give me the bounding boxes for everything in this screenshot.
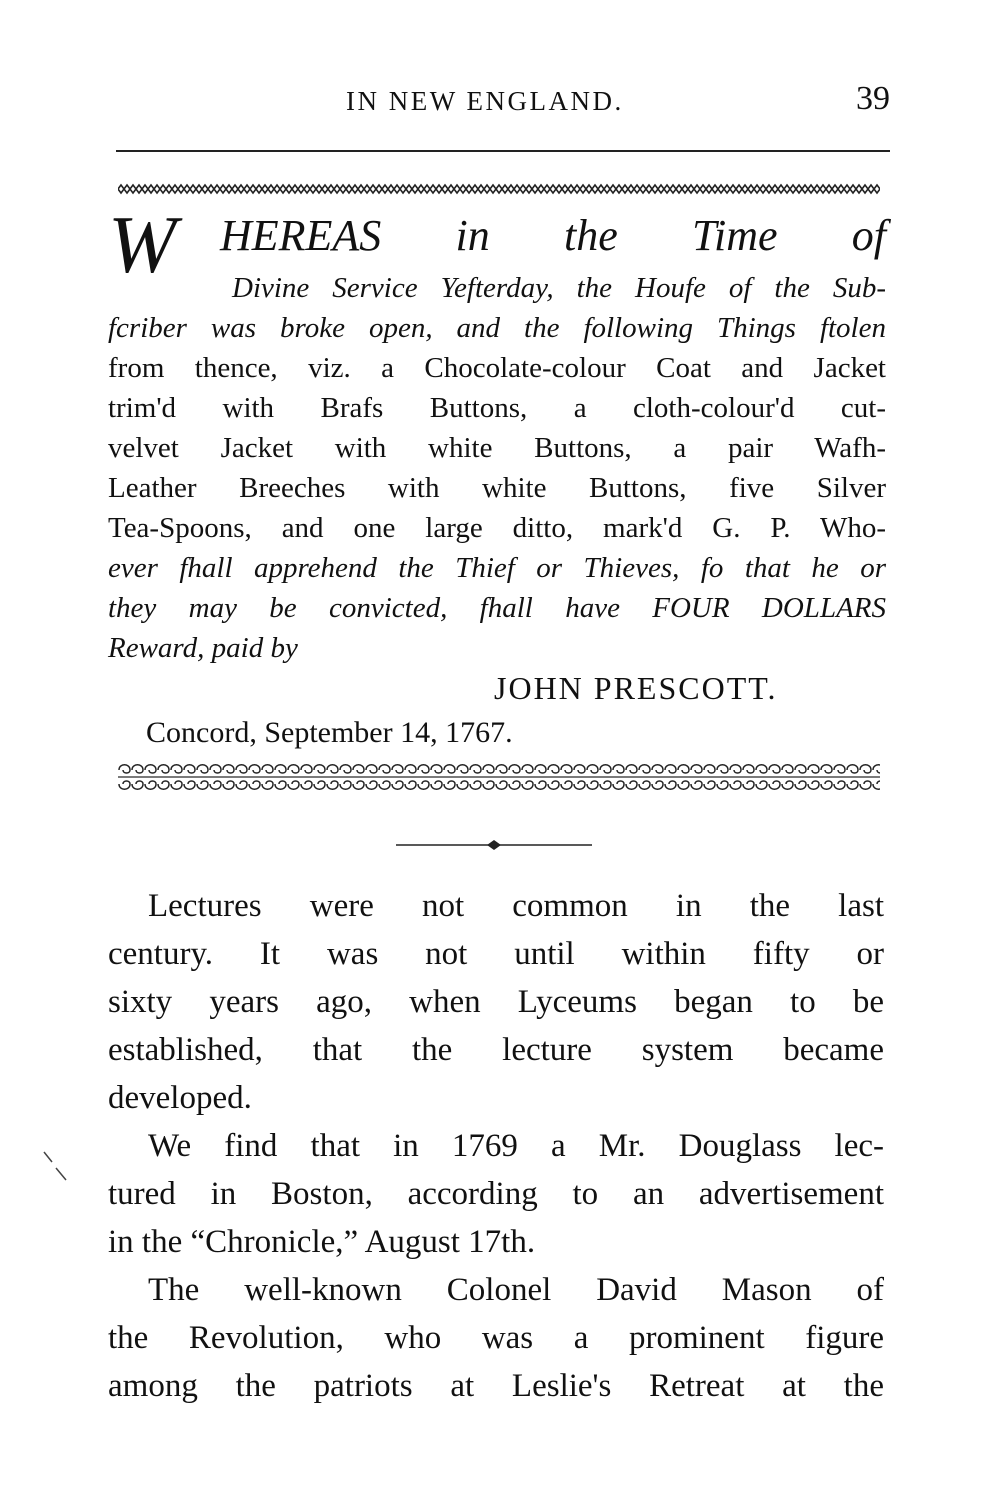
body-line: developed. <box>108 1080 252 1116</box>
drop-cap: W <box>108 199 177 290</box>
ad-line: they may be convicted, fhall have FOUR DOLLARS <box>108 592 886 624</box>
ad-line: Reward, paid by <box>108 632 298 664</box>
body-line: the Revolution, who was a prominent figure <box>108 1320 884 1356</box>
body-line: in the “Chronicle,” August 17th. <box>108 1224 536 1260</box>
page-number: 39 <box>856 80 890 117</box>
ornament-border-bottom <box>118 760 880 794</box>
header-rule <box>116 150 890 152</box>
ad-line: HEREAS in the Time of <box>220 211 886 260</box>
running-head <box>100 80 890 130</box>
body-line: We find that in 1769 a Mr. Douglass lec- <box>148 1128 884 1164</box>
ad-line: from thence, viz. a Chocolate-colour Coat and Jacket <box>108 352 886 384</box>
dateline: Concord, September 14, 1767. <box>146 716 513 749</box>
body-line: The well-known Colonel David Mason of <box>148 1272 884 1308</box>
body-line: among the patriots at Leslie's Retreat at the <box>108 1368 884 1404</box>
ad-line: Tea-Spoons, and one large ditto, mark'd G. P. Who- <box>108 512 886 544</box>
running-title: IN NEW ENGLAND. <box>346 86 624 116</box>
ad-line: Leather Breeches with white Buttons, five Silver <box>108 472 886 504</box>
ad-line: Divine Service Yefterday, the Houfe of the Sub- <box>232 272 886 304</box>
ad-line: trim'd with Brafs Buttons, a cloth-colour'd cut- <box>108 392 886 424</box>
ad-line: ever fhall apprehend the Thief or Thieves, fo that he or <box>108 552 886 584</box>
body-line: Lectures were not common in the last <box>148 888 884 924</box>
body-line: century. It was not until within fifty or <box>108 936 884 972</box>
ad-line: velvet Jacket with white Buttons, a pair Wafh- <box>108 432 886 464</box>
section-divider <box>396 838 592 852</box>
ornament-border-top <box>118 183 880 195</box>
body-line: established, that the lecture system became <box>108 1032 884 1068</box>
ad-line: fcriber was broke open, and the following Things ftolen <box>108 312 886 344</box>
body-line: sixty years ago, when Lyceums began to be <box>108 984 884 1020</box>
body-line: tured in Boston, according to an advertisement <box>108 1176 884 1212</box>
margin-mark <box>34 1140 74 1200</box>
signature: JOHN PRESCOTT. <box>494 670 778 706</box>
